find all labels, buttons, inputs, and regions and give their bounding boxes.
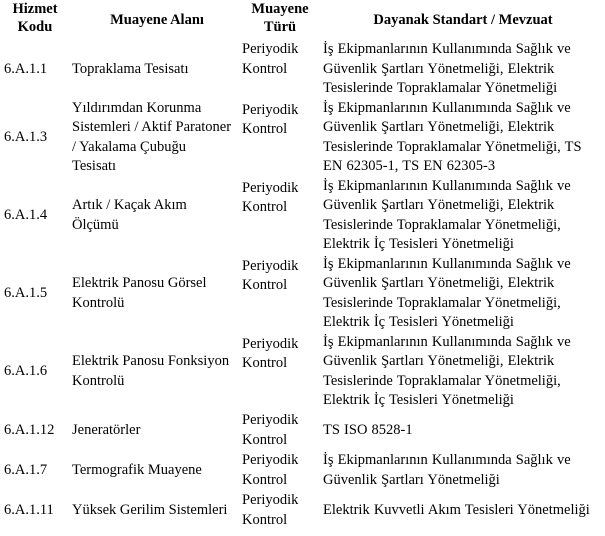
table-row	[0, 451, 605, 491]
service-code: 6.A.1.4	[4, 206, 48, 223]
inspection-area: Yıldırımdan Korunma Sistemleri / Aktif Paratoner / Yakalama Çubuğu Tesisatı	[72, 99, 232, 174]
inspection-type: Periyodik Kontrol	[242, 412, 299, 448]
table-header-row	[0, 0, 605, 40]
inspection-type: Periyodik Kontrol	[242, 335, 299, 371]
table-row	[0, 411, 605, 451]
inspection-area: Yüksek Gerilim Sistemleri	[72, 501, 228, 518]
inspection-type: Periyodik Kontrol	[242, 179, 299, 215]
service-code: 6.A.1.6	[4, 362, 48, 379]
standard-reference: İş Ekipmanlarının Kullanımında Sağlık ve Güvenlik Şartları Yönetmeliği, Elektrik Tesislerinde Topraklamalar Yönetmeliği, Elektrik İç Tesisleri Yönetmeliği	[323, 177, 571, 252]
standard-reference: İş Ekipmanlarının Kullanımında Sağlık ve Güvenlik Şartları Yönetmeliği, Elektrik Tesislerinde Topraklamalar Yönetmeliği, Elektrik İç Tesisleri Yönetmeliği	[323, 333, 571, 408]
inspection-type: Periyodik Kontrol	[242, 101, 299, 137]
table-row	[0, 177, 605, 255]
service-code: 6.A.1.1	[4, 60, 48, 77]
table-row	[0, 491, 605, 531]
standard-reference: İş Ekipmanlarının Kullanımında Sağlık ve Güvenlik Şartları Yönetmeliği	[323, 452, 571, 488]
header-standard: Dayanak Standart / Mevzuat	[373, 12, 553, 28]
inspection-area: Topraklama Tesisatı	[72, 60, 189, 77]
standard-reference: Elektrik Kuvvetli Akım Tesisleri Yönetmeliği	[323, 501, 590, 518]
standard-reference: TS ISO 8528-1	[323, 421, 413, 438]
table-row	[0, 40, 605, 99]
service-code: 6.A.1.12	[4, 421, 55, 438]
inspection-area: Termografik Muayene	[72, 461, 202, 478]
inspection-type: Periyodik Kontrol	[242, 41, 299, 77]
standard-reference: İş Ekipmanlarının Kullanımında Sağlık ve Güvenlik Şartları Yönetmeliği, Elektrik Tesislerinde Topraklamalar Yönetmeliği, Elektrik İç Tesisleri Yönetmeliği	[323, 255, 571, 330]
service-code: 6.A.1.11	[4, 501, 54, 518]
inspection-type: Periyodik Kontrol	[242, 257, 299, 293]
inspection-area: Jeneratörler	[72, 421, 141, 438]
inspection-area: Elektrik Panosu Görsel Kontrolü	[72, 275, 207, 311]
inspection-area: Artık / Kaçak Akım Ölçümü	[72, 197, 187, 233]
service-code: 6.A.1.7	[4, 461, 48, 478]
inspection-area: Elektrik Panosu Fonksiyon Kontrolü	[72, 353, 230, 389]
header-inspection-type: Muayene Türü	[251, 1, 309, 35]
service-code: 6.A.1.5	[4, 284, 48, 301]
table-row	[0, 333, 605, 411]
inspection-type: Periyodik Kontrol	[242, 492, 299, 528]
table-row	[0, 99, 605, 177]
header-inspection-area: Muayene Alanı	[110, 12, 204, 28]
standard-reference: İş Ekipmanlarının Kullanımında Sağlık ve Güvenlik Şartları Yönetmeliği, Elektrik Tesislerinde Topraklamalar Yönetmeliği, TS EN 62305-1, TS EN 62305-3	[323, 99, 582, 174]
standard-reference: İş Ekipmanlarının Kullanımında Sağlık ve Güvenlik Şartları Yönetmeliği, Elektrik Tesislerinde Topraklamalar Yönetmeliği	[323, 41, 571, 96]
table-row	[0, 255, 605, 333]
header-service-code: Hizmet Kodu	[12, 1, 58, 35]
service-code: 6.A.1.3	[4, 128, 48, 145]
inspection-type: Periyodik Kontrol	[242, 452, 299, 488]
